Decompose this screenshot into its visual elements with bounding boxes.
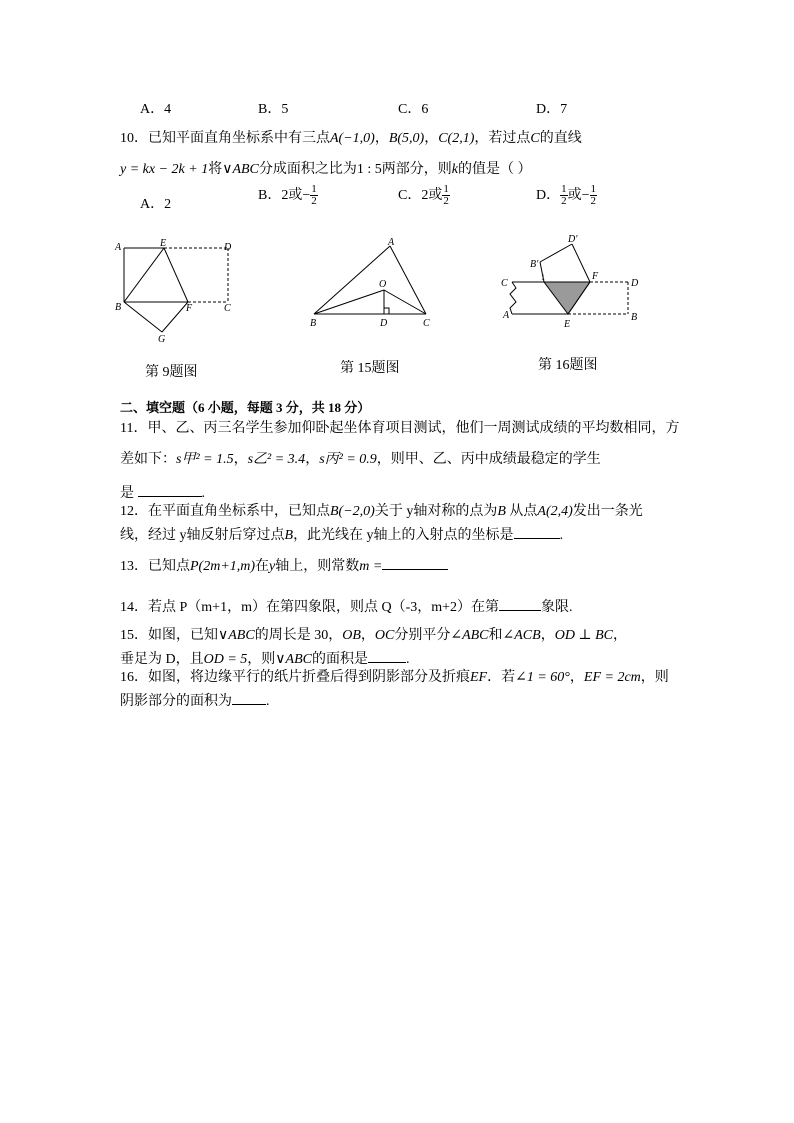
fig15-caption: 第 15题图 bbox=[340, 361, 400, 376]
q11-line3: 是 . bbox=[120, 482, 205, 503]
q11-line1: 11．甲、乙、丙三名学生参加仰卧起坐体育项目测试，他们一周测试成绩的平均数相同，方 bbox=[120, 421, 680, 436]
q16-answer-blank[interactable] bbox=[232, 690, 266, 705]
q10-option-b: B．2或− $\frac{1}{2}$ bbox=[258, 183, 317, 208]
fig16-label-d: D bbox=[631, 278, 639, 289]
fig9-label-e: E bbox=[160, 238, 167, 249]
fig16-label-a: A bbox=[503, 310, 510, 321]
fig16-label-bprime: B′ bbox=[530, 259, 539, 270]
fig16-label-c: C bbox=[501, 278, 508, 289]
fig16-label-b: B bbox=[631, 312, 638, 323]
fig16-caption: 第 16题图 bbox=[538, 358, 598, 373]
figure-9 bbox=[112, 236, 242, 346]
q10-option-d: D． $\frac{1}{2}$ 或− $\frac{1}{2}$ bbox=[536, 183, 597, 208]
q11-line2: 差如下：s甲² = 1.5，s乙² = 3.4，s丙² = 0.9，则甲、乙、丙中成绩最稳定的学生 bbox=[120, 452, 601, 467]
q14-answer-blank[interactable] bbox=[499, 596, 541, 611]
section-title-fill-in: 二、填空题（6 小题，每题 3 分，共 18 分） bbox=[120, 400, 371, 415]
fig9-label-b: B bbox=[115, 302, 122, 313]
fig15-label-d: D bbox=[380, 318, 388, 329]
q10-option-a: A．2 bbox=[140, 197, 172, 212]
fig9-label-f: F bbox=[186, 303, 193, 314]
q15-line1: 15．如图，已知∨ABC的周长是 30，OB，OC分别平分∠ABC和∠ACB，OD ⊥ BC， bbox=[120, 628, 627, 643]
fig15-label-b: B bbox=[310, 318, 317, 329]
fig9-label-d: D bbox=[224, 242, 232, 253]
q14-line: 14．若点 P（m+1，m）在第四象限，则点 Q（-3，m+2）在第 象限. bbox=[120, 596, 573, 617]
q15-line2: 垂足为 D，且OD = 5，则∨ABC的面积是 . bbox=[120, 648, 410, 669]
q10-option-c: C．2或 $\frac{1}{2}$ bbox=[398, 183, 449, 208]
q13-line: 13．已知点P(2m+1,m)在y轴上，则常数m = bbox=[120, 555, 448, 576]
q10-line2: y = kx − 2k + 1将∨ABC分成面积之比为1 : 5两部分，则k的值是（ ） bbox=[120, 162, 532, 177]
q9-option-c: C．6 bbox=[398, 102, 429, 117]
q16-line2: 阴影部分的面积为 . bbox=[120, 690, 270, 711]
q9-option-b: B．5 bbox=[258, 102, 289, 117]
fig9-label-g: G bbox=[158, 334, 166, 345]
fig16-label-angle1: 1 bbox=[541, 273, 545, 282]
fig9-label-c: C bbox=[224, 303, 231, 314]
fig15-label-c: C bbox=[423, 318, 430, 329]
q12-line2: 线，经过 y轴反射后穿过点B，此光线在 y轴上的入射点的坐标是 . bbox=[120, 524, 563, 545]
q10-line1: 10．已知平面直角坐标系中有三点A(−1,0)，B(5,0)，C(2,1)，若过点C的直线 bbox=[120, 131, 582, 146]
fig15-label-o: O bbox=[379, 279, 387, 290]
fig16-label-dprime: D′ bbox=[568, 234, 578, 245]
figure-15 bbox=[300, 232, 445, 332]
fig16-label-e: E bbox=[564, 319, 571, 330]
q9-option-a: A．4 bbox=[140, 102, 172, 117]
q12-line1: 12．在平面直角坐标系中，已知点B(−2,0)关于 y轴对称的点为B 从点A(2,4)发出一条光 bbox=[120, 504, 643, 519]
fig16-label-f: F bbox=[592, 271, 599, 282]
q12-answer-blank[interactable] bbox=[514, 524, 560, 539]
q15-answer-blank[interactable] bbox=[368, 648, 406, 663]
q9-option-d: D．7 bbox=[536, 102, 568, 117]
fig15-label-a: A bbox=[388, 237, 395, 248]
fig9-caption: 第 9题图 bbox=[145, 365, 198, 380]
q13-answer-blank[interactable] bbox=[382, 555, 448, 570]
fig9-label-a: A bbox=[115, 242, 122, 253]
q11-answer-blank[interactable] bbox=[138, 482, 202, 497]
figure-16 bbox=[498, 232, 646, 332]
q16-line1: 16．如图，将边缘平行的纸片折叠后得到阴影部分及折痕EF．若∠1 = 60°，EF = 2cm，则 bbox=[120, 670, 669, 685]
